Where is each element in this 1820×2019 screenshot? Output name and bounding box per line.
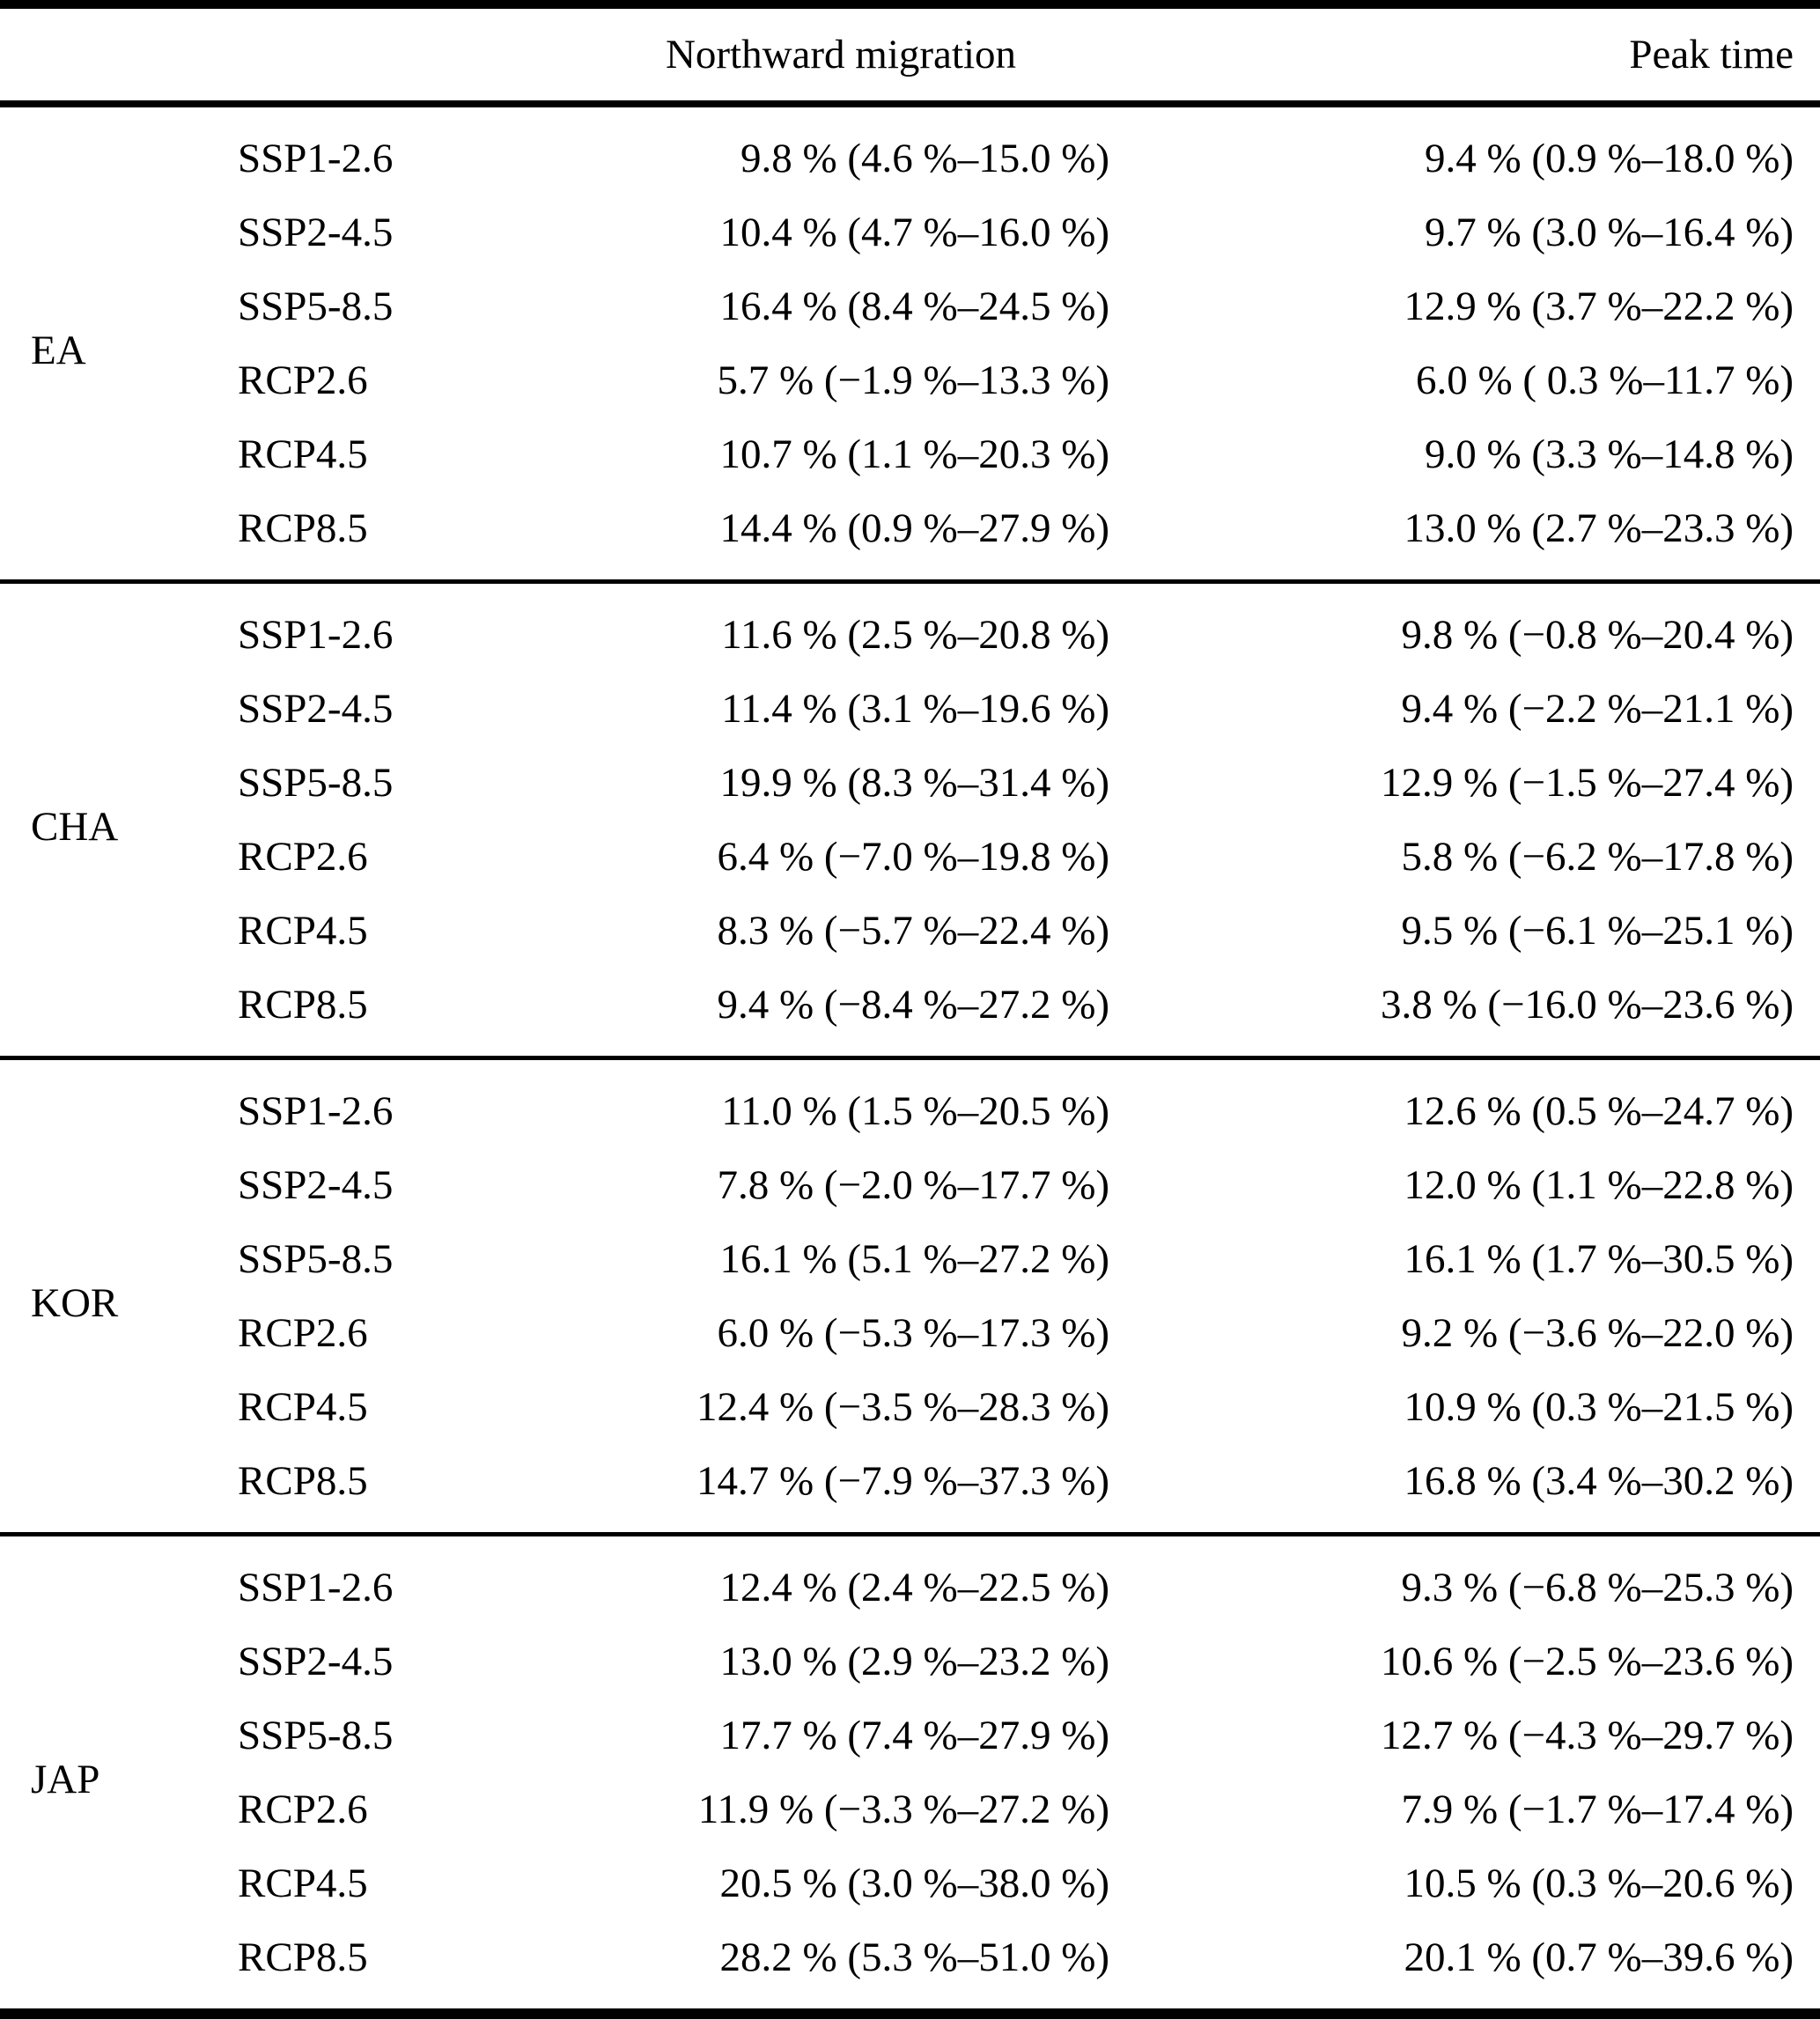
region-label: CHA bbox=[31, 804, 119, 850]
table-row bbox=[0, 582, 1820, 673]
peak-time-value: 9.5 % (−6.1 %–25.1 %) bbox=[1401, 908, 1794, 954]
peak-time-value: 9.0 % (3.3 %–14.8 %) bbox=[1424, 431, 1794, 477]
table-row bbox=[0, 195, 1820, 269]
peak-time-value: 10.5 % (0.3 %–20.6 %) bbox=[1404, 1861, 1794, 1906]
scenario-label: RCP4.5 bbox=[238, 1384, 368, 1430]
peak-time-value: 16.8 % (3.4 %–30.2 %) bbox=[1404, 1458, 1794, 1504]
peak-time-value: 9.4 % (0.9 %–18.0 %) bbox=[1424, 136, 1794, 181]
table-row bbox=[0, 894, 1820, 968]
peak-time-value: 9.8 % (−0.8 %–20.4 %) bbox=[1401, 612, 1794, 658]
table-row bbox=[0, 672, 1820, 746]
peak-time-value: 10.6 % (−2.5 %–23.6 %) bbox=[1380, 1639, 1794, 1684]
table-row bbox=[0, 343, 1820, 417]
peak-time-value: 12.6 % (0.5 %–24.7 %) bbox=[1404, 1088, 1794, 1134]
northward-migration-value: 16.4 % (8.4 %–24.5 %) bbox=[719, 284, 1109, 329]
northward-migration-value: 11.6 % (2.5 %–20.8 %) bbox=[721, 612, 1109, 658]
peak-time-value: 5.8 % (−6.2 %–17.8 %) bbox=[1401, 834, 1794, 880]
peak-time-value: 9.4 % (−2.2 %–21.1 %) bbox=[1401, 686, 1794, 732]
scenario-label: RCP2.6 bbox=[238, 834, 368, 880]
northward-migration-value: 13.0 % (2.9 %–23.2 %) bbox=[719, 1639, 1109, 1684]
region-label: JAP bbox=[31, 1757, 100, 1802]
column-header-northward-migration: Northward migration bbox=[665, 32, 1017, 77]
northward-migration-value: 9.8 % (4.6 %–15.0 %) bbox=[740, 136, 1109, 181]
table-row bbox=[0, 1444, 1820, 1535]
northward-migration-value: 8.3 % (−5.7 %–22.4 %) bbox=[717, 908, 1109, 954]
scenario-label: SSP2-4.5 bbox=[238, 210, 394, 255]
table-row bbox=[0, 820, 1820, 894]
scenario-label: RCP4.5 bbox=[238, 1861, 368, 1906]
scenario-label: SSP5-8.5 bbox=[238, 1713, 394, 1758]
table-row bbox=[0, 1698, 1820, 1772]
scenario-label: RCP8.5 bbox=[238, 1934, 368, 1980]
scenario-label: RCP4.5 bbox=[238, 908, 368, 954]
table-row bbox=[0, 104, 1820, 195]
column-header-peak-time: Peak time bbox=[1629, 32, 1794, 77]
northward-migration-value: 16.1 % (5.1 %–27.2 %) bbox=[719, 1236, 1109, 1282]
scenario-label: SSP5-8.5 bbox=[238, 284, 394, 329]
region-group-cha bbox=[0, 582, 1820, 1058]
region-group-kor bbox=[0, 1058, 1820, 1535]
table-row bbox=[0, 1625, 1820, 1698]
peak-time-value: 3.8 % (−16.0 %–23.6 %) bbox=[1380, 982, 1794, 1028]
peak-time-value: 9.3 % (−6.8 %–25.3 %) bbox=[1401, 1565, 1794, 1610]
northward-migration-value: 12.4 % (2.4 %–22.5 %) bbox=[719, 1565, 1109, 1610]
table-row bbox=[0, 1058, 1820, 1149]
northward-migration-value: 5.7 % (−1.9 %–13.3 %) bbox=[717, 357, 1109, 403]
scenario-label: RCP2.6 bbox=[238, 1787, 368, 1832]
table-row bbox=[0, 417, 1820, 491]
table-row bbox=[0, 1846, 1820, 1920]
peak-time-value: 10.9 % (0.3 %–21.5 %) bbox=[1404, 1384, 1794, 1430]
peak-time-value: 12.7 % (−4.3 %–29.7 %) bbox=[1380, 1713, 1794, 1758]
northward-migration-value: 20.5 % (3.0 %–38.0 %) bbox=[719, 1861, 1109, 1906]
northward-migration-value: 9.4 % (−8.4 %–27.2 %) bbox=[717, 982, 1109, 1028]
table-row bbox=[0, 968, 1820, 1058]
northward-migration-value: 6.0 % (−5.3 %–17.3 %) bbox=[717, 1310, 1109, 1356]
northward-migration-value: 6.4 % (−7.0 %–19.8 %) bbox=[717, 834, 1109, 880]
northward-migration-value: 28.2 % (5.3 %–51.0 %) bbox=[719, 1934, 1109, 1980]
table-row bbox=[0, 1148, 1820, 1222]
column-header-region-empty bbox=[0, 4, 238, 104]
peak-time-value: 20.1 % (0.7 %–39.6 %) bbox=[1404, 1934, 1794, 1980]
peak-time-value: 12.9 % (−1.5 %–27.4 %) bbox=[1380, 760, 1794, 806]
scenario-label: RCP8.5 bbox=[238, 1458, 368, 1504]
scenario-label: RCP2.6 bbox=[238, 1310, 368, 1356]
peak-time-value: 6.0 % ( 0.3 %–11.7 %) bbox=[1415, 357, 1794, 403]
scenario-label: RCP4.5 bbox=[238, 431, 368, 477]
region-label: EA bbox=[31, 328, 86, 373]
table-row bbox=[0, 1772, 1820, 1846]
table-row bbox=[0, 1296, 1820, 1370]
peak-time-value: 9.2 % (−3.6 %–22.0 %) bbox=[1401, 1310, 1794, 1356]
scenario-label: SSP1-2.6 bbox=[238, 136, 394, 181]
northward-migration-value: 11.0 % (1.5 %–20.5 %) bbox=[721, 1088, 1109, 1134]
scenario-label: SSP2-4.5 bbox=[238, 686, 394, 732]
northward-migration-value: 11.4 % (3.1 %–19.6 %) bbox=[721, 686, 1109, 732]
region-group-ea bbox=[0, 104, 1820, 582]
peak-time-value: 9.7 % (3.0 %–16.4 %) bbox=[1424, 210, 1794, 255]
peak-time-value: 13.0 % (2.7 %–23.3 %) bbox=[1404, 505, 1794, 551]
region-group-jap bbox=[0, 1535, 1820, 2015]
scenario-label: SSP5-8.5 bbox=[238, 1236, 394, 1282]
northward-migration-value: 7.8 % (−2.0 %–17.7 %) bbox=[717, 1162, 1109, 1208]
table-row bbox=[0, 1535, 1820, 1625]
scenario-label: SSP1-2.6 bbox=[238, 612, 394, 658]
scenario-label: SSP2-4.5 bbox=[238, 1639, 394, 1684]
table-row bbox=[0, 491, 1820, 582]
peak-time-value: 12.9 % (3.7 %–22.2 %) bbox=[1404, 284, 1794, 329]
scenario-label: SSP5-8.5 bbox=[238, 760, 394, 806]
northward-migration-value: 11.9 % (−3.3 %–27.2 %) bbox=[697, 1787, 1109, 1832]
table-row bbox=[0, 1370, 1820, 1444]
northward-migration-value: 14.7 % (−7.9 %–37.3 %) bbox=[696, 1458, 1109, 1504]
northward-migration-value: 12.4 % (−3.5 %–28.3 %) bbox=[696, 1384, 1109, 1430]
region-label: KOR bbox=[31, 1280, 119, 1326]
table-header bbox=[0, 4, 1820, 104]
table-row bbox=[0, 746, 1820, 820]
scenario-label: SSP1-2.6 bbox=[238, 1088, 394, 1134]
peak-time-value: 12.0 % (1.1 %–22.8 %) bbox=[1404, 1162, 1794, 1208]
northward-migration-value: 10.7 % (1.1 %–20.3 %) bbox=[719, 431, 1109, 477]
peak-time-value: 16.1 % (1.7 %–30.5 %) bbox=[1404, 1236, 1794, 1282]
table-row bbox=[0, 1920, 1820, 2014]
table-row bbox=[0, 1222, 1820, 1296]
northward-migration-value: 19.9 % (8.3 %–31.4 %) bbox=[719, 760, 1109, 806]
scenario-label: RCP8.5 bbox=[238, 505, 368, 551]
northward-migration-value: 17.7 % (7.4 %–27.9 %) bbox=[719, 1713, 1109, 1758]
scenario-label: RCP8.5 bbox=[238, 982, 368, 1028]
northward-migration-value: 14.4 % (0.9 %–27.9 %) bbox=[719, 505, 1109, 551]
scenario-label: SSP1-2.6 bbox=[238, 1565, 394, 1610]
scenario-label: SSP2-4.5 bbox=[238, 1162, 394, 1208]
northward-migration-value: 10.4 % (4.7 %–16.0 %) bbox=[719, 210, 1109, 255]
table-row bbox=[0, 269, 1820, 343]
peak-time-value: 7.9 % (−1.7 %–17.4 %) bbox=[1401, 1787, 1794, 1832]
scenario-label: RCP2.6 bbox=[238, 357, 368, 403]
column-header-scenario-empty bbox=[238, 4, 564, 104]
